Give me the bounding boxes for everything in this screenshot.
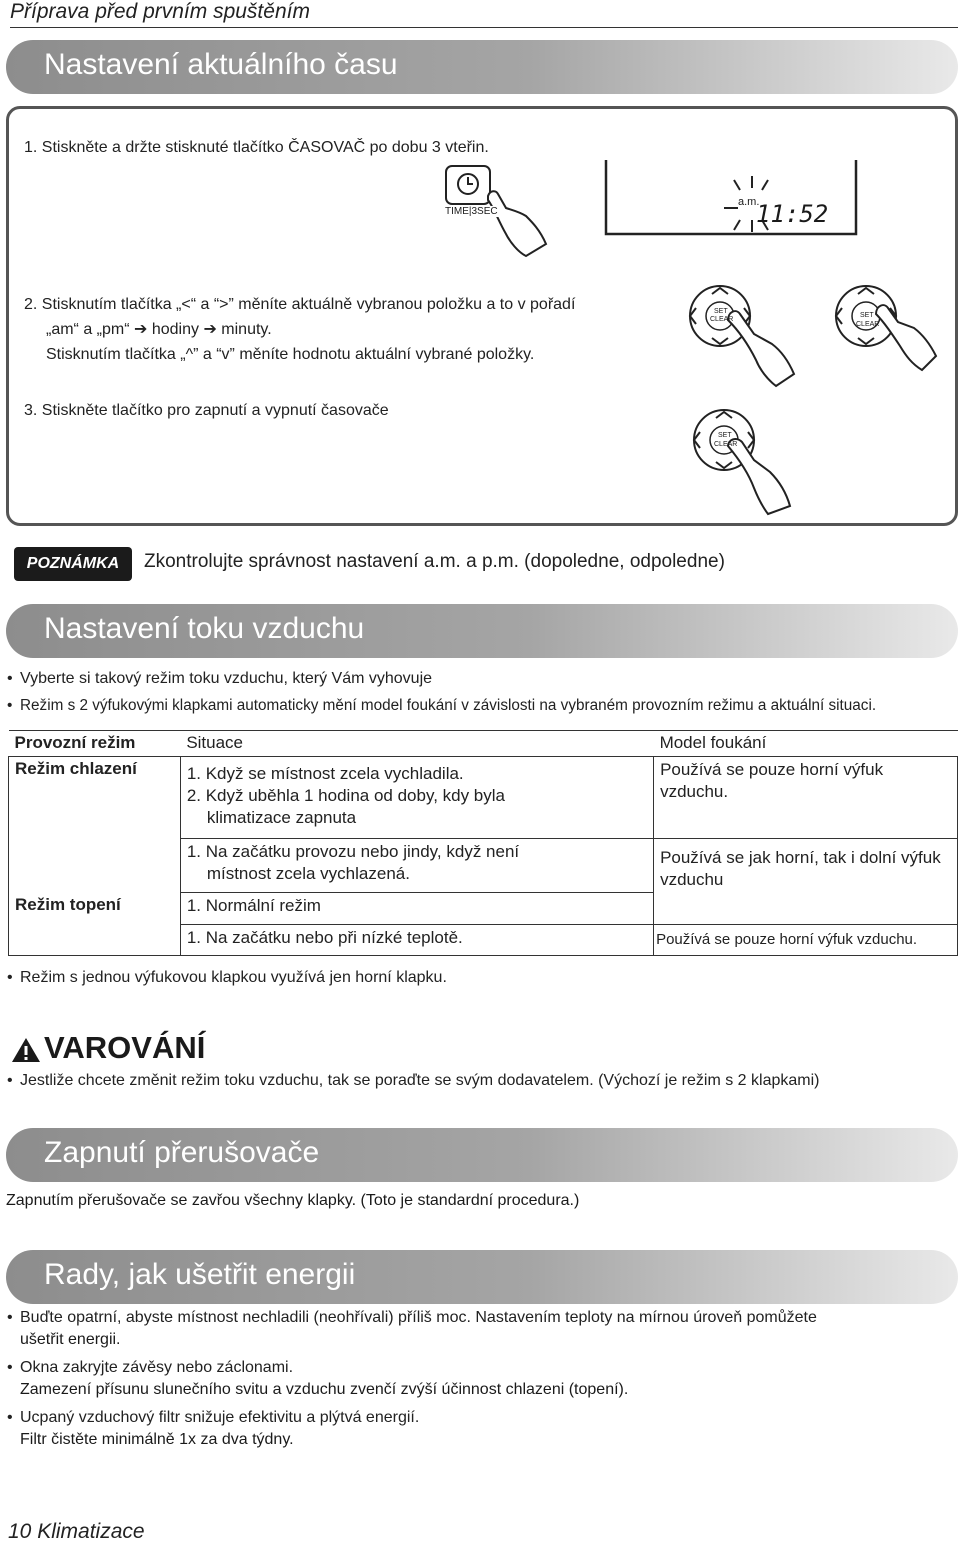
- heating-model-cell: Používá se pouze horní výfuk vzduchu.: [654, 925, 958, 956]
- header-mode: Provozní režim: [9, 731, 181, 757]
- page-footer: 10 Klimatizace: [8, 1520, 145, 1543]
- timer-button-label: TIME|3SEC: [445, 206, 498, 217]
- table-header-row: [9, 731, 958, 757]
- section-title-time: Nastavení aktuálního času: [44, 48, 398, 81]
- lcd-time: 11:52: [756, 200, 829, 228]
- cooling-mode-cell: Režim chlazení: [9, 757, 181, 893]
- clear-label-3: CLEAR: [714, 441, 738, 448]
- airflow-modes-table: [8, 730, 958, 956]
- step-2-line3: Stisknutím tlačítka „^” a “v” měníte hodnotu aktuální vybrané položky.: [46, 346, 535, 363]
- warning-icon: [10, 1036, 42, 1064]
- step-1-text: 1. Stiskněte a držte stisknuté tlačítko ČASOVAČ po dobu 3 vteřin.: [24, 139, 489, 156]
- energy-bullet-3-line1: • Ucpaný vzduchový filtr snižuje efektivitu a plýtvá energií.: [20, 1407, 419, 1429]
- nav-pad-illustration-3: [688, 408, 798, 516]
- note-text: Zkontrolujte správnost nastavení a.m. a p.m. (dopoledne, odpoledne): [144, 551, 725, 572]
- section-banner-breaker: [6, 1128, 958, 1182]
- pressing-hand-icon: [728, 311, 794, 386]
- cooling-model-cell: Používá se pouze horní výfuk vzduchu.: [654, 757, 958, 839]
- warning-title: VAROVÁNÍ: [44, 1030, 206, 1065]
- set-label-1: SET: [714, 308, 728, 315]
- nav-pad-illustration-1: [684, 284, 796, 392]
- note-badge: POZNÁMKA: [14, 547, 132, 581]
- step-2-line1: 2. Stisknutím tlačítka „<“ a “>” měníte aktuálně vybranou položku a to v pořadí: [24, 296, 576, 313]
- cooling-situation-3a: 1. Na začátku provozu nebo jindy, když není: [186, 842, 520, 861]
- heating-situation-cell: 1. Normální režim: [180, 893, 653, 925]
- section-banner-time: [6, 40, 958, 94]
- page-header-title: Příprava před prvním spuštěním: [10, 0, 310, 23]
- pressing-hand-icon: [488, 191, 546, 256]
- set-label-2: SET: [860, 312, 874, 319]
- nav-pad-illustration-2: [826, 284, 938, 392]
- step-3-text: 3. Stiskněte tlačítko pro zapnutí a vypnutí časovače: [24, 402, 389, 419]
- mixed-model-cell: Používá se jak horní, tak i dolní výfuk vzduchu: [654, 839, 958, 925]
- section-banner-airflow: [6, 604, 958, 658]
- clear-label-2: CLEAR: [856, 321, 880, 328]
- step-2-line2: „am“ a „pm“ ➔ hodiny ➔ minuty.: [46, 321, 272, 338]
- header-model: Model foukání: [654, 731, 958, 757]
- clear-label-1: CLEAR: [710, 316, 734, 323]
- table-row: [9, 757, 958, 839]
- energy-bullet-2-line1: • Okna zakryjte závěsy nebo záclonami.: [20, 1357, 293, 1379]
- energy-bullet-1-line1: • Buďte opatrní, abyste místnost nechladili (neohřívali) příliš moc. Nastavením teploty na mírnou úroveň pomůžete: [20, 1307, 817, 1329]
- header-divider: [10, 27, 958, 28]
- pressing-hand-icon: [728, 439, 790, 514]
- section-banner-energy: [6, 1250, 958, 1304]
- airflow-bullet-3: • Režim s jednou výfukovou klapkou využívá jen horní klapku.: [20, 967, 447, 989]
- cooling-situation-3b: místnost zcela vychlazená.: [206, 864, 410, 883]
- cooling-situation-cell-2: [180, 839, 653, 893]
- airflow-bullet-1: • Vyberte si takový režim toku vzduchu, který Vám vyhovuje: [20, 668, 432, 690]
- energy-bullet-3-line2: Filtr čistěte minimálně 1x za dva týdny.: [20, 1431, 294, 1448]
- warning-bullet: • Jestliže chcete změnit režim toku vzduchu, tak se poraďte se svým dodavatelem. (Výchozí je režim s 2 klapkami): [20, 1070, 819, 1092]
- energy-bullet-2-line2: Zamezení přísunu slunečního svitu a vzduchu zvenčí zvýší účinnost chlazeni (topení).: [20, 1381, 629, 1398]
- section-title-breaker: Zapnutí přerušovače: [44, 1136, 320, 1169]
- heating-mode-cell: Režim topení: [9, 893, 181, 956]
- energy-bullet-1-line2: ušetřit energii.: [20, 1331, 121, 1348]
- lcd-ampm: a.m.: [738, 196, 760, 208]
- set-label-3: SET: [718, 432, 732, 439]
- header-situation: Situace: [180, 731, 653, 757]
- section-title-airflow: Nastavení toku vzduchu: [44, 612, 365, 645]
- cooling-situation-1: 1. Když se místnost zcela vychladila.: [186, 764, 464, 783]
- cooling-situation-cell: [180, 757, 653, 839]
- breaker-text: Zapnutím přerušovače se zavřou všechny klapky. (Toto je standardní procedura.): [6, 1192, 580, 1209]
- airflow-bullet-2: • Režim s 2 výfukovými klapkami automaticky mění model foukání v závislosti na vybraném provozním režimu a aktuální situaci.: [20, 695, 876, 717]
- cooling-situation-2b: klimatizace zapnuta: [206, 808, 357, 827]
- heating-situation-cell-2: 1. Na začátku nebo při nízké teplotě.: [180, 925, 653, 956]
- section-title-energy: Rady, jak ušetřit energii: [44, 1258, 356, 1291]
- cooling-situation-2a: 2. Když uběhla 1 hodina od doby, kdy byla: [186, 786, 505, 805]
